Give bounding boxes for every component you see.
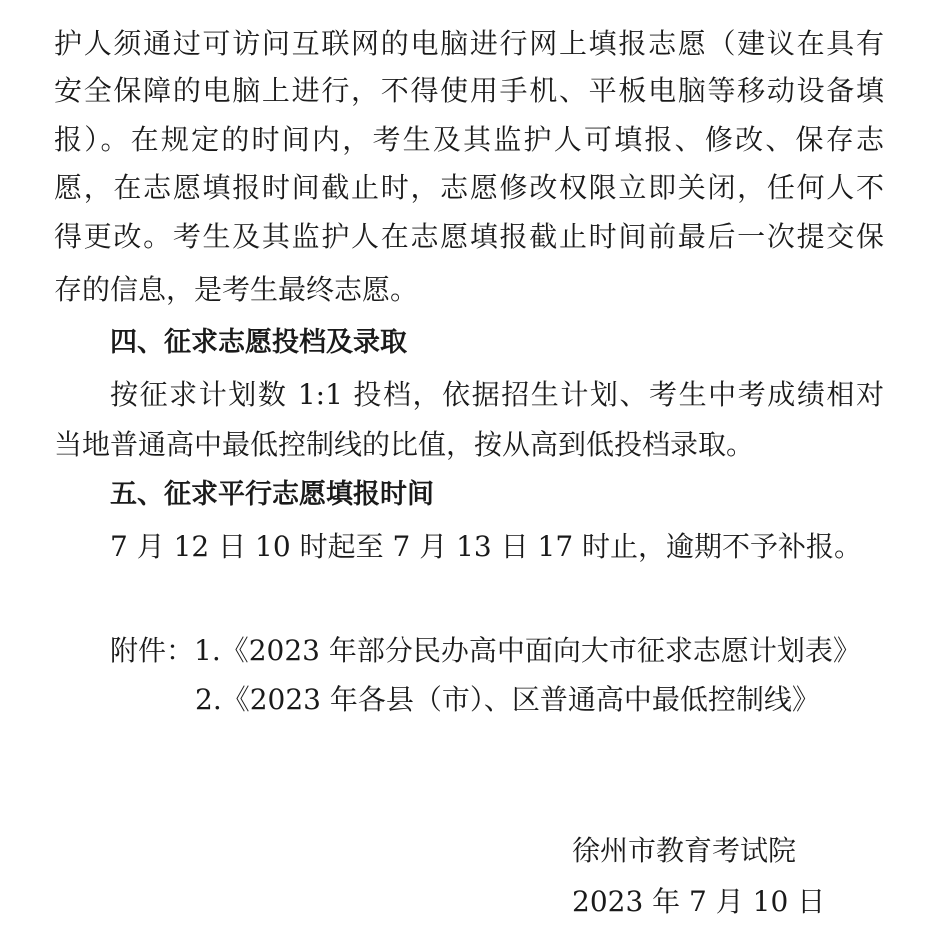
paragraph-line: 得更改。考生及其监护人在志愿填报截止时间前最后一次提交保 [54,220,884,253]
signature-organization: 徐州市教育考试院 [572,834,797,867]
paragraph-line: 愿，在志愿填报时间截止时，志愿修改权限立即关闭，任何人不 [54,171,884,204]
signature-date: 2023 年 7 月 10 日 [572,885,826,918]
paragraph-line: 安全保障的电脑上进行，不得使用手机、平板电脑等移动设备填 [54,74,884,107]
paragraph-line: 按征求计划数 1:1 投档，依据招生计划、考生中考成绩相对 [110,378,884,411]
attachment-item: 2.《2023 年各县（市）、区普通高中最低控制线》 [195,683,820,716]
paragraph-line: 当地普通高中最低控制线的比值，按从高到低投档录取。 [54,428,755,461]
paragraph-line: 存的信息，是考生最终志愿。 [54,273,419,306]
paragraph-line: 7 月 12 日 10 时起至 7 月 13 日 17 时止，逾期不予补报。 [110,530,863,563]
paragraph-line: 护人须通过可访问互联网的电脑进行网上填报志愿（建议在具有 [54,27,884,60]
paragraph-line: 报）。在规定的时间内，考生及其监护人可填报、修改、保存志 [54,123,884,156]
attachment-item: 附件：1.《2023 年部分民办高中面向大市征求志愿计划表》 [110,634,861,667]
section-heading: 四、征求志愿投档及录取 [110,327,407,358]
section-heading: 五、征求平行志愿填报时间 [110,479,434,510]
